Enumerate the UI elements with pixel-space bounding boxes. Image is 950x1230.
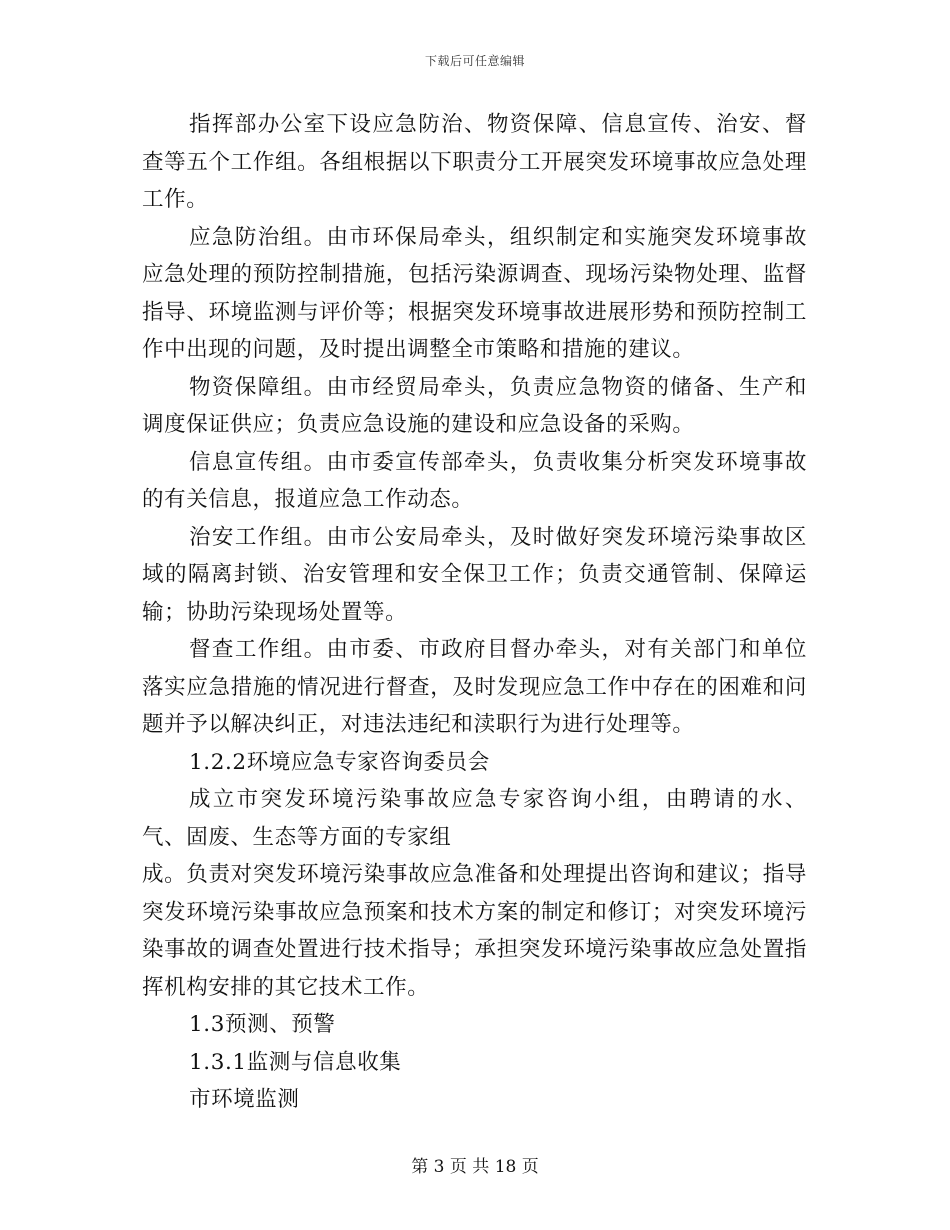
paragraph-public-security-group: 治安工作组。由市公安局牵头，及时做好突发环境污染事故区域的隔离封锁、治安管理和安全保卫工作；负责交通管制、保障运输；协助污染现场处置等。 xyxy=(142,524,807,625)
paragraph-office-groups: 指挥部办公室下设应急防治、物资保障、信息宣传、治安、督查等五个工作组。各组根据以下职责分工开展突发环境事故应急处理工作。 xyxy=(142,112,807,212)
page-header-note: 下载后可任意编辑 xyxy=(424,54,525,68)
heading-1-3: 1.3预测、预警 xyxy=(189,1012,336,1037)
paragraph-material-support-group: 物资保障组。由市经贸局牵头，负责应急物资的储备、生产和调度保证供应；负责应急设施的建设和应急设备的采购。 xyxy=(142,374,807,437)
paragraph-monitoring-start: 市环境监测 xyxy=(189,1087,300,1112)
paragraph-expert-group-duties: 成。负责对突发环境污染事故应急准备和处理提出咨询和建议；指导突发环境污染事故应急预案和技术方案的制定和修订；对突发环境污染事故的调查处置进行技术指导；承担突发环境污染事故应急处置指挥机构安排的其它技术工作。 xyxy=(142,862,807,1000)
page-number-footer: 第 3 页 共 18 页 xyxy=(411,1157,539,1177)
heading-1-2-2: 1.2.2环境应急专家咨询委员会 xyxy=(189,749,490,775)
paragraph-emergency-prevention-group: 应急防治组。由市环保局牵头，组织制定和实施突发环境事故应急处理的预防控制措施，包括污染源调查、现场污染物处理、监督指导、环境监测与评价等；根据突发环境事故进展形势和预防控制工作中出现的问题，及时提出调整全市策略和措施的建议。 xyxy=(142,224,807,362)
paragraph-expert-group-intro: 成立市突发环境污染事故应急专家咨询小组，由聘请的水、气、固废、生态等方面的专家组 xyxy=(142,787,807,850)
body-text xyxy=(142,106,807,1119)
heading-1-3-1: 1.3.1监测与信息收集 xyxy=(189,1049,402,1075)
paragraph-information-publicity-group: 信息宣传组。由市委宣传部牵头，负责收集分析突发环境事故的有关信息，报道应急工作动态。 xyxy=(142,449,807,512)
paragraph-supervision-group: 督查工作组。由市委、市政府目督办牵头，对有关部门和单位落实应急措施的情况进行督查，及时发现应急工作中存在的困难和问题并予以解决纠正，对违法违纪和渎职行为进行处理等。 xyxy=(142,637,807,737)
